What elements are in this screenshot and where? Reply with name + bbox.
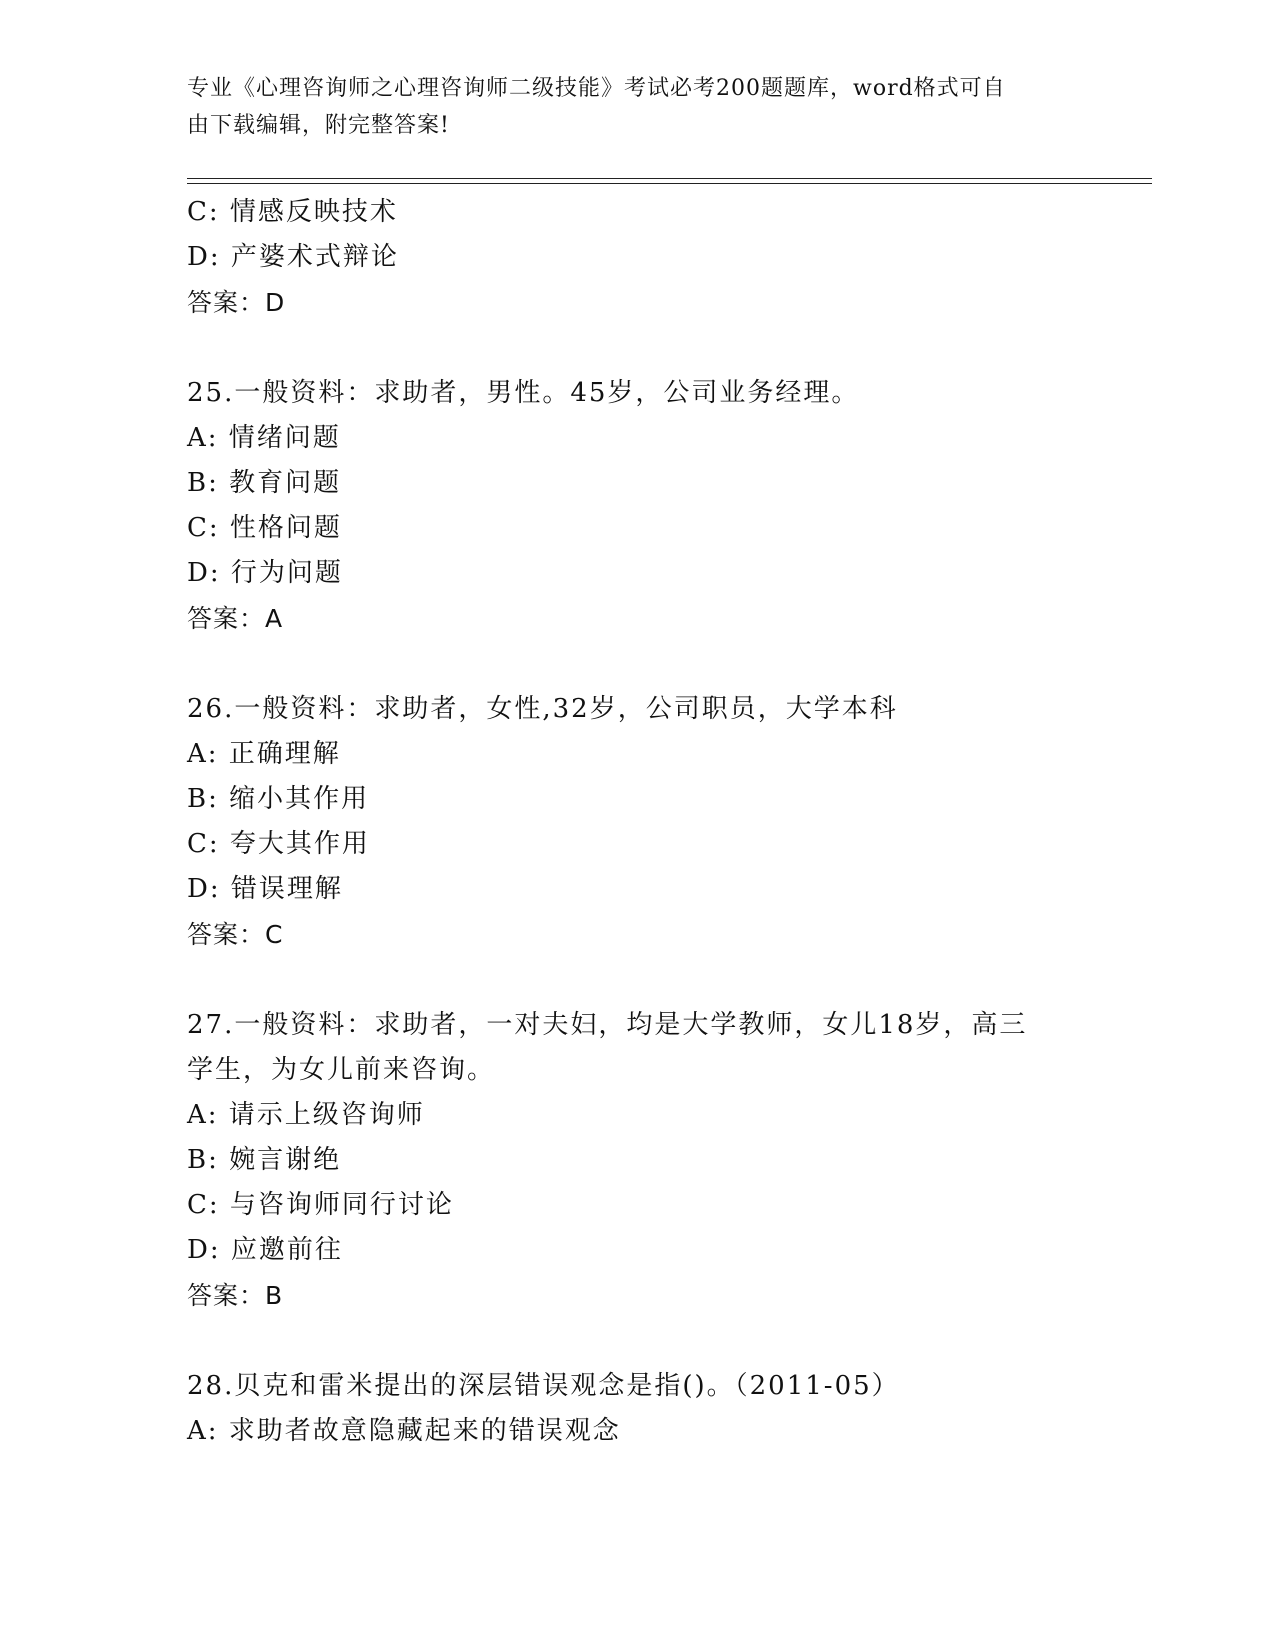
question-28 xyxy=(187,1364,1147,1454)
option-a: A: 请示上级咨询师 xyxy=(187,1100,425,1130)
option-c: C: 性格问题 xyxy=(187,513,342,543)
question-text: 26.一般资料：求助者，女性,32岁，公司职员，大学本科 xyxy=(187,694,898,724)
question-26 xyxy=(187,687,1147,957)
option-b: B: 教育问题 xyxy=(187,468,342,498)
option-b: B: 婉言谢绝 xyxy=(187,1145,342,1175)
question-25 xyxy=(187,371,1147,641)
header-line-2: 由下载编辑，附完整答案! xyxy=(187,113,450,138)
question-text-line-1: 27.一般资料：求助者，一对夫妇，均是大学教师，女儿18岁，高三 xyxy=(187,1010,1028,1040)
answer-line: 答案：A xyxy=(187,604,284,633)
question-24-tail xyxy=(187,190,1147,325)
header-divider-bottom xyxy=(187,183,1152,184)
answer-line: 答案：C xyxy=(187,920,284,949)
option-b: B: 缩小其作用 xyxy=(187,784,370,814)
option-d: D: 错误理解 xyxy=(187,874,343,904)
question-gap xyxy=(187,957,1147,1003)
option-a: A: 求助者故意隐藏起来的错误观念 xyxy=(187,1416,621,1446)
option-a: A: 情绪问题 xyxy=(187,423,341,453)
answer-line: 答案：B xyxy=(187,1281,284,1310)
question-gap xyxy=(187,1318,1147,1364)
option-c: C: 与咨询师同行讨论 xyxy=(187,1190,454,1220)
question-list xyxy=(187,190,1147,1454)
question-text: 28.贝克和雷米提出的深层错误观念是指()。（2011-05） xyxy=(187,1371,900,1401)
question-text-line-2: 学生，为女儿前来咨询。 xyxy=(187,1055,496,1085)
question-gap xyxy=(187,641,1147,687)
answer-line: 答案：D xyxy=(187,288,286,317)
header-line-1: 专业《心理咨询师之心理咨询师二级技能》考试必考200题题库，word格式可自 xyxy=(187,76,1006,101)
option-c: C: 情感反映技术 xyxy=(187,197,398,227)
header-divider-top xyxy=(187,178,1152,179)
option-c: C: 夸大其作用 xyxy=(187,829,370,859)
option-a: A: 正确理解 xyxy=(187,739,341,769)
document-header xyxy=(187,70,1067,144)
option-d: D: 行为问题 xyxy=(187,558,343,588)
question-text: 25.一般资料：求助者，男性。45岁，公司业务经理。 xyxy=(187,378,860,408)
question-gap xyxy=(187,325,1147,371)
option-d: D: 产婆术式辩论 xyxy=(187,242,399,272)
option-d: D: 应邀前往 xyxy=(187,1235,343,1265)
question-27 xyxy=(187,1003,1147,1318)
